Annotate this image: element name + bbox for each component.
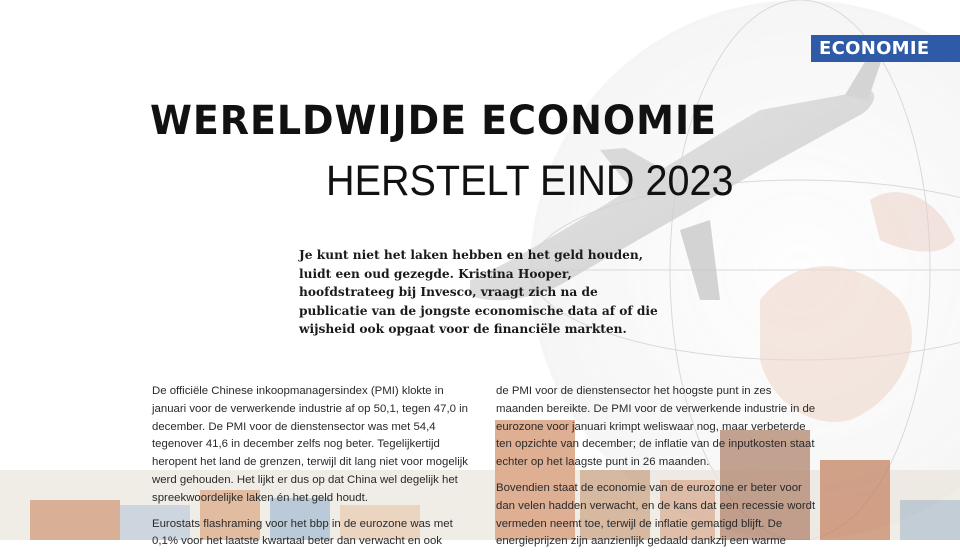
body-paragraph: Bovendien staat de economie van de eurozone er beter voor dan velen hadden verwacht, en de kans dat een recessie wordt vermeden neemt toe, terwijl de inflatie gematigd blijft. De energieprijzen zijn aanzienlijk gedaald dankzij een warme	[496, 481, 816, 548]
body-column-right	[496, 383, 816, 559]
section-tag: ECONOMIE	[811, 35, 960, 62]
body-paragraph: de PMI voor de dienstensector het hoogste punt in zes maanden bereikte. De PMI voor de verwerkende industrie in de eurozone voor januari krimpt weliswaar nog, maar verbeterde ten opzichte van december; de inflatie van de inputkosten staat echter op het laagste punt in 26 maanden.	[496, 385, 816, 469]
headline-line-2: HERSTELT EIND 2023	[326, 157, 734, 205]
body-paragraph: Eurostats flashraming voor het bbp in de eurozone was met 0,1% voor het laatste kwartaal beter dan verwacht en ook	[152, 517, 453, 548]
intro-paragraph: Je kunt niet het laken hebben en het geld houden, luidt een oud gezegde. Kristina Hooper, hoofdstrateeg bij Invesco, vraagt zich na de publicatie van de jongste economische data af of die wijsheid ook opgaat voor de financiële markten.	[299, 248, 658, 336]
body-column-left	[152, 383, 472, 559]
headline-line-1: WERELDWIJDE ECONOMIE	[150, 98, 717, 144]
body-paragraph: De officiële Chinese inkoopmanagersindex (PMI) klokte in januari voor de verwerkende industrie af op 50,1, tegen 47,0 in december. De PMI voor de dienstensector was met 54,4 tegenover 41,6 in december zelfs nog beter. Tegelijkertijd heropent het land de grenzen, terwijl dit lang niet voor mogelijk werd gehouden. Het lijkt er dus op dat China wel degelijk het spreekwoordelijke laken én het geld houdt.	[152, 385, 468, 504]
